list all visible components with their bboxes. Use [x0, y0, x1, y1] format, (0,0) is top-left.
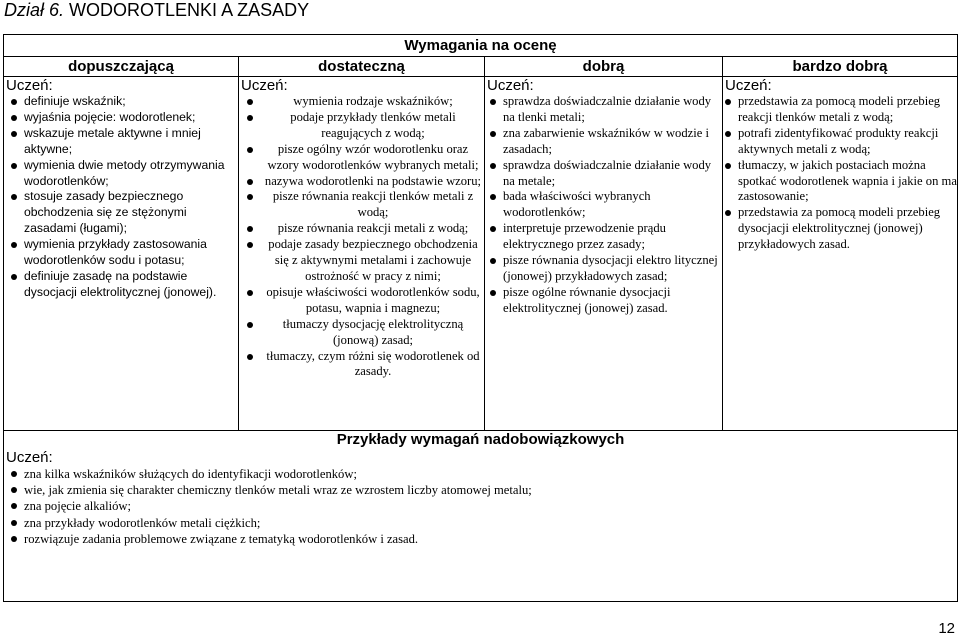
list-item [239, 94, 484, 110]
requirements-list [4, 94, 238, 301]
student-label: Uczeń: [241, 77, 288, 94]
list-item-text: zna zabarwienie wskaźników w wodzie i zasadach; [503, 125, 709, 156]
table-header: Wymagania na ocenę [4, 35, 958, 57]
list-item [4, 94, 238, 110]
bullet-icon [11, 520, 17, 526]
bullet-icon [490, 226, 496, 232]
requirements-column [723, 77, 958, 431]
bullet-icon [11, 503, 17, 509]
list-item-text: tłumaczy, czym różni się wodorotlenek od zasady. [266, 348, 480, 379]
requirements-column [485, 77, 723, 431]
list-item-text: wymienia rodzaje wskaźników; [293, 94, 453, 108]
list-item-text: opisuje właściwości wodorotlenków sodu, potasu, wapnia i magnezu; [266, 284, 480, 315]
requirements-table [3, 34, 958, 602]
extra-title: Przykłady wymagań nadobowiązkowych [336, 431, 625, 448]
bullet-icon [247, 354, 253, 360]
bullet-icon [11, 536, 17, 542]
student-label: Uczeń: [487, 77, 534, 94]
bullet-icon [490, 99, 496, 105]
list-item-text: zna pojęcie alkaliów; [24, 499, 131, 514]
list-item [6, 482, 957, 498]
list-item [239, 349, 484, 381]
bullet-icon [11, 163, 17, 169]
list-item [4, 110, 238, 126]
bullet-icon [247, 290, 253, 296]
list-item [6, 498, 957, 514]
list-item-text: potrafi zidentyfikować produkty reakcji aktywnych metali z wodą; [738, 125, 939, 156]
list-item-text: tłumaczy, w jakich postaciach można spotkać wodorotlenek wapnia i jakie on ma zastosowanie; [738, 157, 957, 204]
requirements-list [485, 94, 722, 317]
list-item-text: bada właściwości wybranych wodorotlenków; [503, 189, 651, 220]
bullet-icon [11, 471, 17, 477]
bullet-icon [247, 242, 253, 248]
bullet-icon [11, 99, 17, 105]
list-item [723, 94, 957, 126]
list-item [239, 221, 484, 237]
list-item-text: wyjaśnia pojęcie: wodorotlenek; [24, 109, 196, 124]
bullet-icon [490, 290, 496, 296]
chapter-prefix: Dział 6. [4, 0, 65, 20]
bullet-icon [11, 242, 17, 248]
bullet-icon [11, 131, 17, 137]
list-item [6, 531, 957, 547]
list-item [6, 515, 957, 531]
list-item-text: przedstawia za pomocą modeli przebieg reakcji tlenków metali z wodą; [738, 94, 941, 124]
extra-requirements [4, 431, 958, 602]
requirements-column [239, 77, 485, 431]
bullet-icon [247, 179, 253, 185]
list-item [239, 317, 484, 349]
bullet-icon [247, 115, 253, 121]
chapter-name: WODOROTLENKI A ZASADY [69, 0, 310, 20]
bullet-icon [490, 131, 496, 137]
bullet-icon [11, 274, 17, 280]
extra-list [6, 466, 957, 547]
list-item [4, 237, 238, 269]
bullet-icon [725, 210, 731, 216]
list-item [239, 174, 484, 190]
student-label: Uczeń: [6, 449, 53, 466]
requirements-list [239, 94, 484, 380]
list-item-text: definiuje zasadę na podstawie dysocjacji elektrolitycznej (jonowej). [24, 268, 217, 299]
page-number: 12 [938, 620, 955, 637]
bullet-icon [247, 194, 253, 200]
list-item [485, 126, 722, 158]
list-item-text: stosuje zasady bezpiecznego obchodzenia się ze stężonymi zasadami (ługami); [24, 189, 187, 236]
list-item-text: przedstawia za pomocą modeli przebieg dysocjacji elektrolitycznej (jonowej) przykładowych zasad. [738, 205, 941, 252]
bullet-icon [247, 147, 253, 153]
list-item [723, 126, 957, 158]
list-item [485, 94, 722, 126]
bullet-icon [247, 99, 253, 105]
list-item [485, 158, 722, 190]
list-item [6, 466, 957, 482]
bullet-icon [11, 487, 17, 493]
bullet-icon [490, 258, 496, 264]
list-item-text: nazywa wodorotlenki na podstawie wzoru; [264, 173, 482, 188]
list-item [485, 285, 722, 317]
list-item-text: sprawdza doświadczalnie działanie wody na tlenki metali; [503, 94, 712, 124]
list-item-text: pisze ogólne równanie dysocjacji elektrolitycznej (jonowej) zasad. [503, 284, 671, 315]
list-item [723, 158, 957, 206]
list-item-text: wymienia dwie metody otrzymywania wodorotlenków; [24, 157, 225, 188]
bullet-icon [725, 131, 731, 137]
grade-header: dostateczną [239, 57, 485, 77]
list-item [239, 285, 484, 317]
bullet-icon [725, 99, 731, 105]
list-item-text: wie, jak zmienia się charakter chemiczny tlenków metali wraz ze wzrostem liczby atomowej metalu; [24, 483, 532, 498]
list-item-text: pisze równania reakcji metali z wodą; [277, 221, 469, 236]
student-label: Uczeń: [725, 77, 772, 94]
list-item [485, 189, 722, 221]
chapter-title [4, 0, 309, 21]
list-item-text: wymienia przykłady zastosowania wodorotlenków sodu i potasu; [24, 237, 207, 268]
bullet-icon [247, 226, 253, 232]
list-item-text: pisze ogólny wzór wodorotlenku oraz wzory wodorotlenków wybranych metali; [267, 141, 479, 172]
list-item-text: zna przykłady wodorotlenków metali ciężkich; [24, 515, 261, 530]
list-item-text: tłumaczy dysocjację elektrolityczną (jonową) zasad; [282, 316, 464, 347]
list-item-text: pisze równania dysocjacji elektro litycznej (jonowej) przykładowych zasad; [503, 253, 718, 283]
grade-header: dobrą [485, 57, 723, 77]
list-item [485, 221, 722, 253]
bullet-icon [11, 115, 17, 121]
list-item [723, 205, 957, 253]
list-item-text: rozwiązuje zadania problemowe związane z tematyką wodorotlenków i zasad. [24, 531, 419, 546]
list-item-text: zna kilka wskaźników służących do identyfikacji wodorotlenków; [24, 467, 357, 481]
list-item [239, 142, 484, 174]
list-item-text: podaje przykłady tlenków metali reagujących z wodą; [290, 109, 456, 140]
bullet-icon [490, 163, 496, 169]
list-item [4, 189, 238, 237]
requirements-column [4, 77, 239, 431]
bullet-icon [247, 322, 253, 328]
list-item-text: pisze równania reakcji tlenków metali z wodą; [272, 189, 474, 220]
bullet-icon [490, 194, 496, 200]
list-item-text: podaje zasady bezpiecznego obchodzenia się z aktywnymi metalami i zachowuje ostrożność w pracy z nimi; [268, 237, 478, 283]
list-item [485, 253, 722, 285]
list-item [239, 237, 484, 285]
grade-header: dopuszczającą [4, 57, 239, 77]
list-item-text: sprawdza doświadczalnie działanie wody na metale; [503, 157, 712, 188]
list-item [4, 126, 238, 158]
bullet-icon [725, 163, 731, 169]
list-item [4, 269, 238, 301]
list-item-text: definiuje wskaźnik; [24, 94, 126, 108]
list-item [4, 158, 238, 190]
requirements-list [723, 94, 957, 253]
bullet-icon [11, 194, 17, 200]
grade-header: bardzo dobrą [723, 57, 958, 77]
list-item [239, 189, 484, 221]
list-item-text: wskazuje metale aktywne i mniej aktywne; [24, 125, 201, 156]
student-label: Uczeń: [6, 77, 53, 94]
list-item [239, 110, 484, 142]
list-item-text: interpretuje przewodzenie prądu elektrycznego przez zasady; [503, 221, 666, 252]
